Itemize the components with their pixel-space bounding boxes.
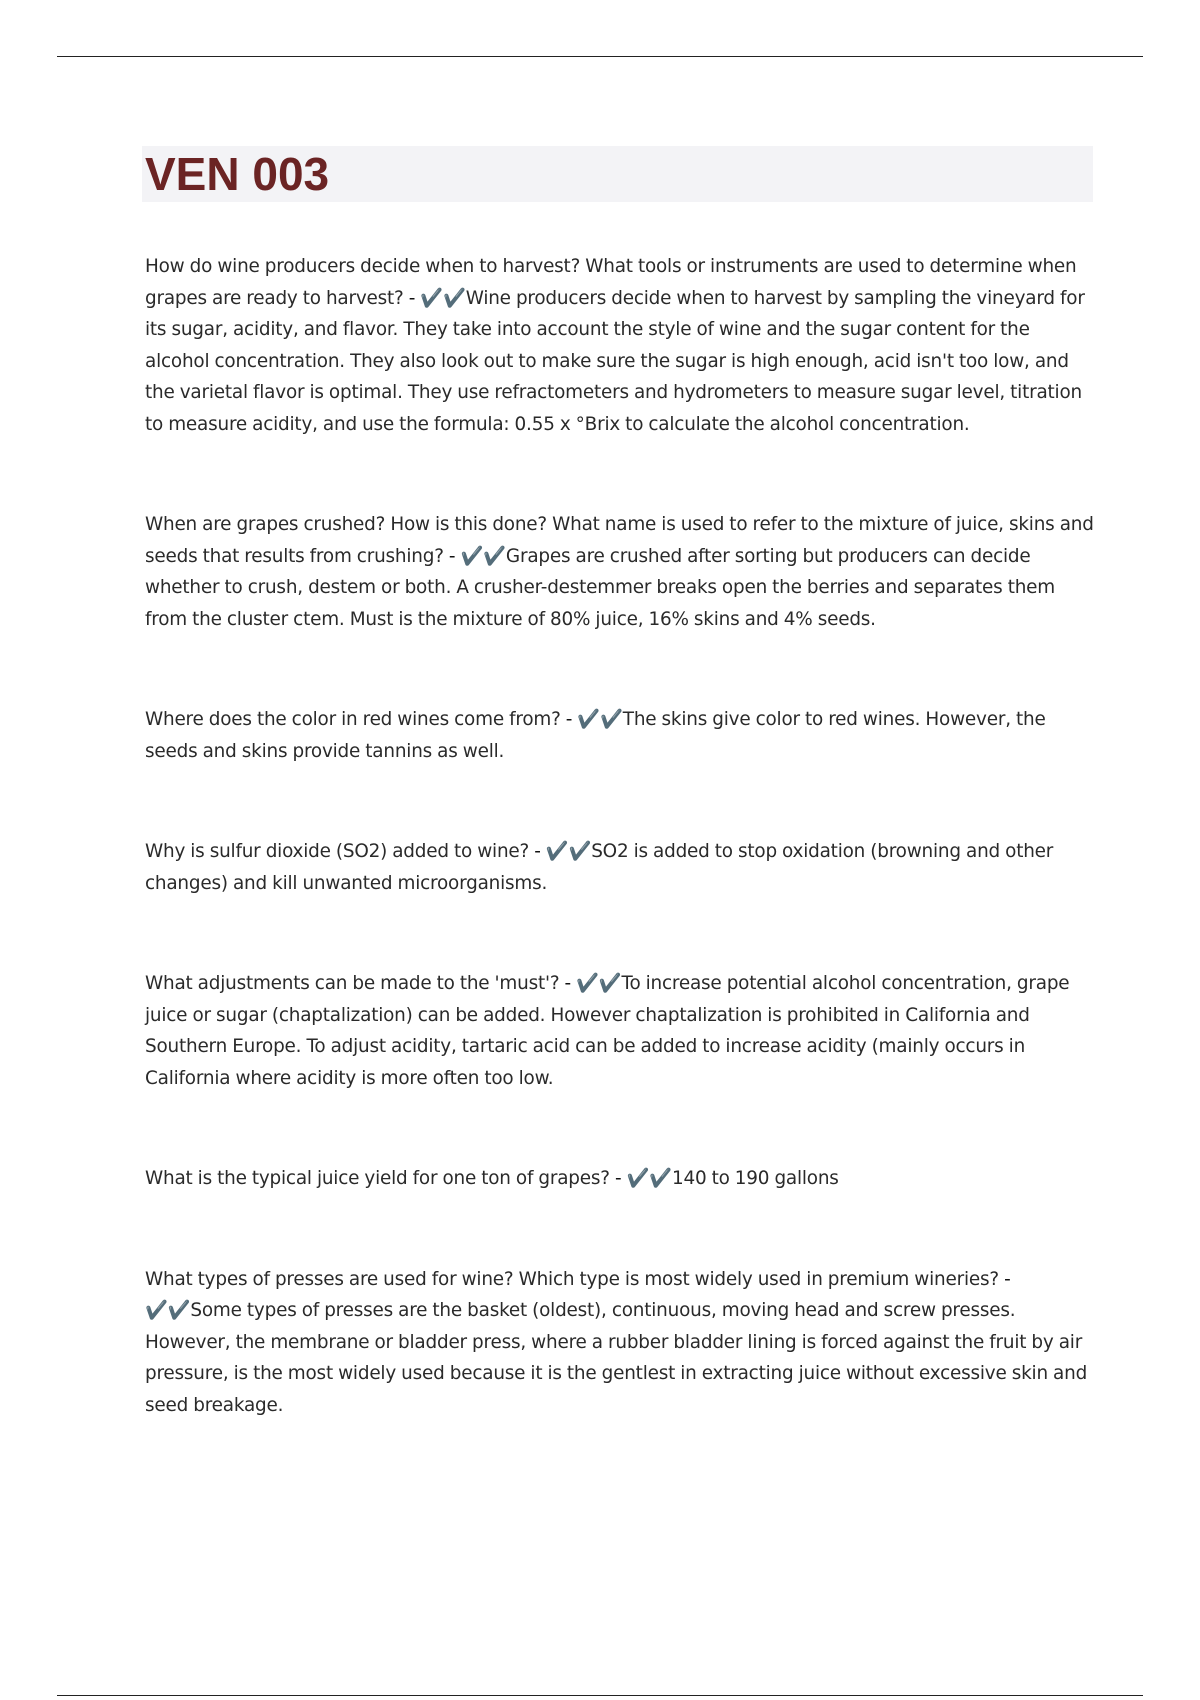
answer-text: To increase potential alcohol concentration, grape juice or sugar (chaptalization) can be added. However chaptalization is prohibited in California and Southern Europe. To adjust acidity, tartaric acid can be added to increase acidity (mainly occurs in California where acidity is more often too low. [145,973,1070,1089]
answer-marker: - ✔️✔️ [609,1168,672,1189]
page-bottom-rule [57,1695,1143,1696]
qa-item [145,1163,1095,1195]
question-text: Where does the color in red wines come from? [145,709,561,730]
qa-item [145,251,1095,440]
question-text: What types of presses are used for wine? Which type is most widely used in premium wineries? [145,1268,999,1290]
answer-marker: - ✔️✔️ [403,287,466,309]
document-title: VEN 003 [145,148,330,200]
question-text: Why is sulfur dioxide (SO2) added to wine? [145,841,530,862]
answer-marker: - ✔️✔️ [529,841,592,862]
answer-text: Grapes are crushed after sorting but producers can decide whether to crush, destem or both. A crusher-destemmer breaks open the berries and separates them from the cluster ctem. Must is the mixture of 80% juice, 16% skins and 4% seeds. [145,545,1055,630]
question-text: When are grapes crushed? How is this done? What name is used to refer to the mixture of juice, skins and seeds that results from crushing? [145,514,1094,567]
answer-text: The skins give color to red wines. However, the seeds and skins provide tannins as well. [145,709,1046,762]
answer-marker: - ✔️✔️ [559,973,622,994]
answer-marker: - ✔️✔️ [443,545,506,567]
qa-item [145,836,1095,899]
qa-item [145,1264,1095,1422]
qa-item [145,704,1095,767]
answer-text: SO2 is added to stop oxidation (browning and other changes) and kill unwanted microorganisms. [145,841,1054,894]
title-band [142,146,1093,202]
qa-item [145,509,1095,635]
answer-marker: - ✔️✔️ [560,709,623,730]
qa-list [145,251,1095,1421]
answer-text: Wine producers decide when to harvest by sampling the vineyard for its sugar, acidity, and flavor. They take into account the style of wine and the sugar content for the alcohol concentration. They also look out to make sure the sugar is high enough, acid isn't too low, and the varietal flavor is optimal. They use refractometers and hydrometers to measure sugar level, titration to measure acidity, and use the formula: 0.55 x °Brix to calculate the alcohol concentration. [145,287,1085,435]
question-text: What adjustments can be made to the 'must'? [145,973,560,994]
page-top-rule [57,56,1143,57]
answer-marker: - ✔️✔️ [145,1268,1011,1321]
qa-item [145,968,1095,1094]
question-text: What is the typical juice yield for one ton of grapes? [145,1168,610,1189]
answer-text: Some types of presses are the basket (oldest), continuous, moving head and screw presses. However, the membrane or bladder press, where a rubber bladder lining is forced against the fruit by air pressure, is the most widely used because it is the gentlest in extracting juice without excessive skin and seed breakage. [145,1300,1088,1416]
question-text: How do wine producers decide when to harvest? What tools or instruments are used to determine when grapes are ready to harvest? [145,256,1077,309]
answer-text: 140 to 190 gallons [671,1168,839,1189]
